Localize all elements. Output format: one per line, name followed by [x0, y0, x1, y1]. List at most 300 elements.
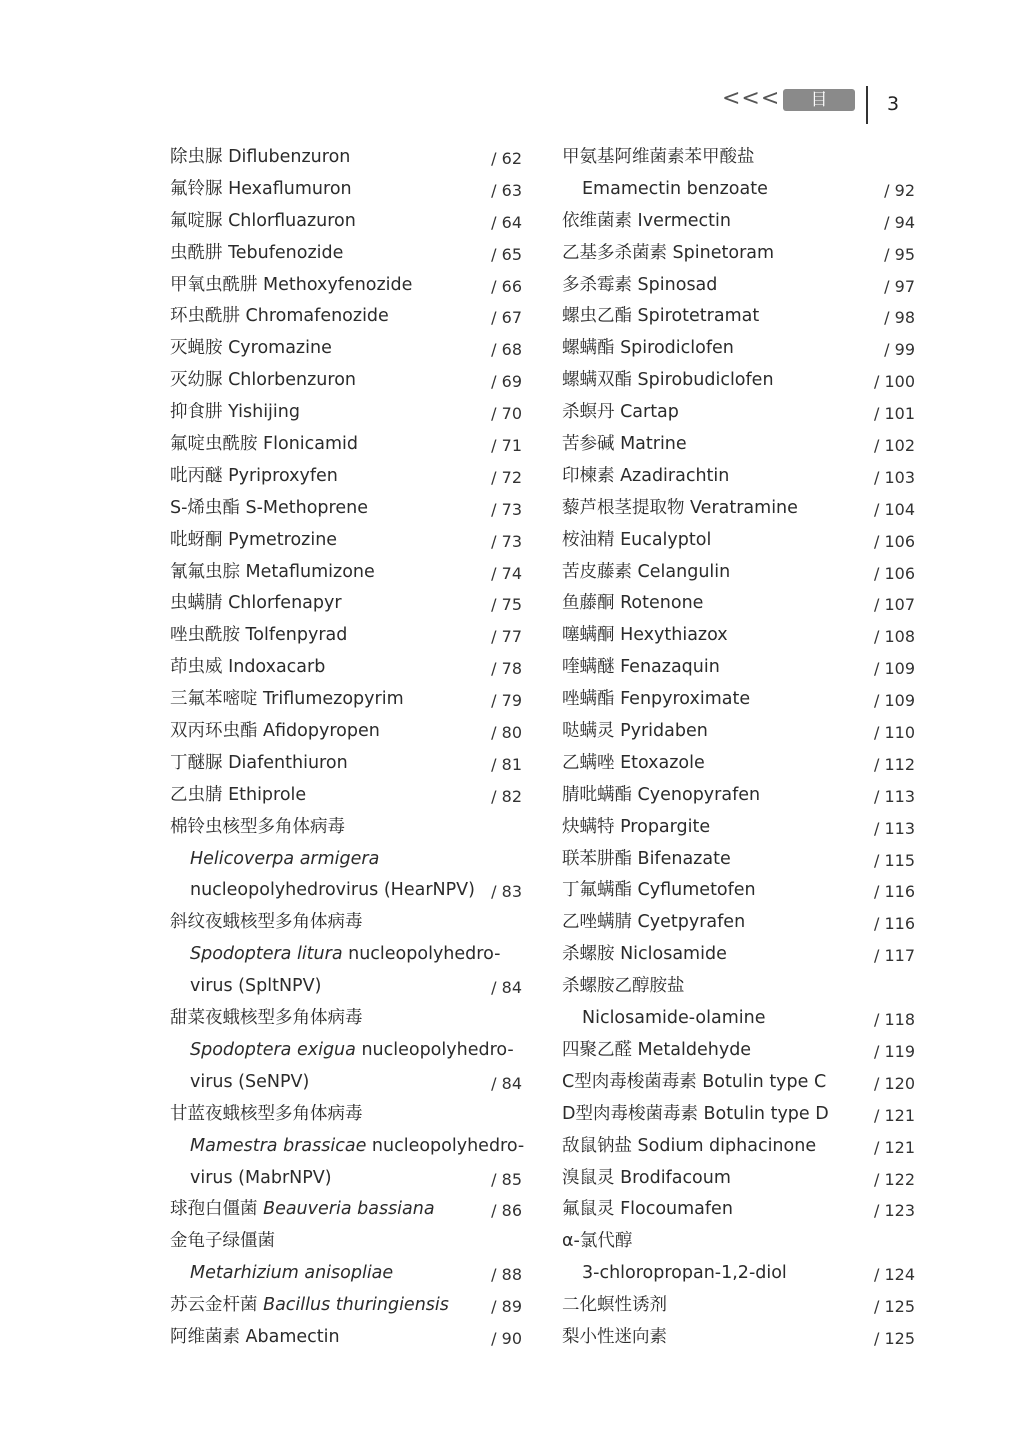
toc-entry-title	[562, 528, 711, 552]
title-segment: 杀螺胺乙醇胺盐	[562, 976, 685, 997]
toc-entry[interactable]	[170, 525, 522, 557]
toc-page-ref: / 73	[491, 531, 522, 551]
toc-page-ref: / 124	[873, 1265, 915, 1285]
toc-entry[interactable]	[562, 907, 915, 939]
title-segment: 三氟苯嘧啶 Triflumezopyrim	[170, 689, 404, 710]
title-segment: Niclosamide-olamine	[582, 1008, 766, 1029]
toc-entry-title	[190, 1261, 393, 1285]
toc-entry[interactable]	[170, 971, 522, 1003]
toc-entry-title	[170, 336, 332, 360]
title-segment: 虫螨腈 Chlorfenapyr	[170, 593, 342, 614]
title-segment: 哒螨灵 Pyridaben	[562, 721, 708, 742]
toc-page-ref: / 117	[873, 946, 915, 966]
title-segment: 除虫脲 Diflubenzuron	[170, 147, 351, 167]
title-segment: 唑螨酯 Fenpyroximate	[562, 689, 751, 710]
toc-entry[interactable]	[170, 1131, 525, 1163]
title-segment: nucleopolyhedro-	[342, 944, 501, 965]
toc-entry-title	[190, 942, 500, 966]
toc-entry-title	[170, 655, 325, 679]
title-segment: 茚虫威 Indoxacarb	[170, 657, 326, 678]
toc-entry[interactable]	[170, 301, 522, 333]
title-segment: 敌鼠钠盐 Sodium diphacinone	[562, 1135, 817, 1156]
toc-entry-title	[562, 464, 729, 488]
toc-entry-title	[170, 719, 380, 743]
toc-page-ref: / 94	[884, 212, 915, 232]
toc-page-ref: / 67	[491, 308, 522, 328]
toc-entry-title	[562, 783, 760, 807]
toc-page-ref: / 98	[884, 308, 915, 328]
toc-entry-title	[170, 560, 375, 584]
toc-entry[interactable]	[562, 429, 915, 461]
title-segment: 金龟子绿僵菌	[170, 1231, 275, 1252]
title-segment: 苏云金杆菌	[170, 1295, 264, 1316]
toc-entry[interactable]	[562, 1131, 915, 1163]
toc-entry-title	[562, 273, 717, 297]
title-segment: nucleopolyhedro-	[366, 1135, 525, 1156]
toc-entry[interactable]	[562, 142, 915, 174]
toc-page-ref: / 82	[491, 786, 522, 806]
chevron-left-icon: <<<	[722, 86, 781, 111]
toc-entry[interactable]	[562, 1003, 915, 1035]
toc-entry[interactable]	[562, 780, 915, 812]
title-segment: 溴鼠灵 Brodifacoum	[562, 1167, 731, 1188]
toc-entry-title	[562, 1102, 829, 1126]
toc-entry-title	[562, 400, 679, 424]
toc-entry[interactable]	[170, 1322, 522, 1354]
toc-entry-title	[170, 1006, 363, 1030]
toc-entry[interactable]	[170, 142, 522, 174]
title-segment: nucleopolyhedro-	[355, 1039, 514, 1060]
toc-entry-title	[170, 1293, 449, 1317]
toc-entry-title	[582, 1261, 787, 1285]
toc-page-ref: / 97	[884, 276, 915, 296]
toc-page-ref: / 116	[873, 882, 915, 902]
toc-page-ref: / 71	[491, 436, 522, 456]
title-segment: 丁氟螨酯 Cyflumetofen	[562, 880, 756, 901]
toc-page-ref: / 84	[491, 1073, 522, 1093]
toc-entry[interactable]	[562, 875, 915, 907]
toc-entry[interactable]	[170, 748, 522, 780]
header-divider	[866, 86, 868, 124]
toc-entry[interactable]	[562, 1163, 915, 1195]
toc-entry[interactable]	[170, 461, 522, 493]
toc-entry[interactable]	[562, 206, 915, 238]
title-segment: 联苯肼酯 Bifenazate	[562, 848, 731, 869]
toc-page-ref: / 77	[491, 627, 522, 647]
title-segment: virus (MabrNPV)	[190, 1167, 332, 1188]
title-segment: 丁醚脲 Diafenthiuron	[170, 752, 348, 773]
toc-page-ref: / 70	[491, 404, 522, 424]
toc-entry[interactable]	[562, 1322, 915, 1354]
toc-entry-title	[170, 368, 356, 392]
toc-page-ref: / 86	[491, 1201, 522, 1221]
toc-entry-title	[562, 878, 756, 902]
toc-entry-title	[170, 1229, 275, 1253]
toc-entry[interactable]	[562, 333, 915, 365]
toc-page-ref: / 69	[491, 372, 522, 392]
toc-page-ref: / 63	[491, 180, 522, 200]
toc-entry[interactable]	[562, 1226, 915, 1258]
title-segment: 虫酰肼 Tebufenozide	[170, 242, 344, 263]
toc-entry[interactable]	[170, 588, 522, 620]
toc-entry[interactable]	[170, 812, 522, 844]
toc-page-ref: / 102	[873, 436, 915, 456]
toc-page-ref: / 65	[491, 244, 522, 264]
toc-entry[interactable]	[170, 397, 522, 429]
toc-page-ref: / 66	[491, 276, 522, 296]
toc-entry[interactable]	[170, 1258, 522, 1290]
toc-entry-title	[562, 304, 759, 328]
title-segment: C型肉毒梭菌毒素 Botulin type C	[562, 1071, 827, 1092]
toc-entry[interactable]	[170, 1035, 522, 1067]
toc-page-ref: / 109	[873, 659, 915, 679]
toc-right-column	[562, 142, 915, 1354]
toc-entry[interactable]	[562, 397, 915, 429]
title-segment: 螺虫乙酯 Spirotetramat	[562, 306, 760, 327]
toc-page-ref: / 109	[873, 691, 915, 711]
toc-entry[interactable]	[170, 270, 522, 302]
title-segment: nucleopolyhedrovirus (HearNPV)	[190, 880, 475, 901]
toc-entry-title	[190, 974, 321, 998]
toc-entry-title	[170, 687, 404, 711]
title-segment: 依维菌素 Ivermectin	[562, 210, 731, 231]
toc-entry-title	[562, 1070, 826, 1094]
toc-page-ref: / 120	[873, 1073, 915, 1093]
toc-entry[interactable]	[170, 652, 522, 684]
toc-page-ref: / 118	[873, 1010, 915, 1030]
toc-entry[interactable]	[562, 557, 915, 589]
toc-entry[interactable]	[170, 1099, 522, 1131]
title-segment: 甘蓝夜蛾核型多角体病毒	[170, 1103, 363, 1124]
title-segment: 灭蝇胺 Cyromazine	[170, 338, 332, 359]
toc-entry-title	[562, 241, 774, 265]
toc-entry-title	[170, 591, 342, 615]
title-segment: 斜纹夜蛾核型多角体病毒	[170, 912, 363, 933]
title-segment: 甜菜夜蛾核型多角体病毒	[170, 1008, 363, 1029]
toc-entry[interactable]	[562, 1194, 915, 1226]
toc-entry[interactable]	[562, 493, 915, 525]
toc-page-ref: / 90	[491, 1328, 522, 1348]
title-segment: 乙虫腈 Ethiprole	[170, 784, 307, 805]
toc-entry-title	[562, 1038, 751, 1062]
toc-page-ref: / 99	[884, 340, 915, 360]
title-segment: Metarhizium anisopliae	[190, 1263, 394, 1284]
toc-entry[interactable]	[562, 1258, 915, 1290]
title-segment: 多杀霉素 Spinosad	[562, 274, 718, 295]
toc-entry-title	[562, 719, 708, 743]
toc-entry-title	[170, 1197, 435, 1221]
toc-entry-title	[562, 815, 710, 839]
toc-entry-title	[170, 815, 345, 839]
title-segment: 氟啶虫酰胺 Flonicamid	[170, 434, 359, 455]
toc-entry[interactable]	[170, 1003, 522, 1035]
title-segment: 棉铃虫核型多角体病毒	[170, 816, 345, 837]
toc-entry-title	[170, 273, 412, 297]
title-segment: 灭幼脲 Chlorbenzuron	[170, 370, 356, 391]
toc-entry-title	[170, 783, 306, 807]
toc-entry-title	[170, 177, 352, 201]
toc-entry-title	[170, 1325, 340, 1349]
toc-entry-title	[562, 847, 731, 871]
toc-entry[interactable]	[562, 812, 915, 844]
toc-entry[interactable]	[562, 716, 915, 748]
title-segment: 阿维菌素 Abamectin	[170, 1326, 340, 1347]
title-segment: 桉油精 Eucalyptol	[562, 529, 712, 550]
title-segment: 甲氨基阿维菌素苯甲酸盐	[562, 147, 755, 167]
page-number: 3	[887, 93, 900, 115]
toc-page-ref: / 84	[491, 978, 522, 998]
title-segment: 螺螨双酯 Spirobudiclofen	[562, 370, 774, 391]
toc-entry[interactable]	[170, 780, 522, 812]
title-segment: α-氯代醇	[562, 1231, 633, 1252]
toc-entry-title	[170, 400, 300, 424]
toc-entry-title	[562, 336, 734, 360]
title-segment: 吡丙醚 Pyriproxyfen	[170, 465, 338, 486]
page-header	[0, 86, 1035, 132]
toc-page-ref: / 64	[491, 212, 522, 232]
toc-entry-title	[562, 432, 687, 456]
toc-entry-title	[190, 1070, 309, 1094]
toc-entry[interactable]	[170, 557, 522, 589]
toc-entry-title	[562, 1325, 667, 1349]
toc-entry[interactable]	[170, 875, 522, 907]
toc-entry-title	[562, 560, 730, 584]
toc-entry[interactable]	[562, 620, 915, 652]
toc-entry[interactable]	[562, 939, 915, 971]
toc-page-ref: / 62	[491, 149, 522, 168]
title-segment: Helicoverpa armigera	[190, 848, 380, 869]
toc-page-ref: / 121	[873, 1137, 915, 1157]
toc-page-ref: / 88	[491, 1265, 522, 1285]
title-segment: Mamestra brassicae	[190, 1135, 367, 1156]
toc-left-column	[170, 142, 525, 1354]
toc-page-ref: / 72	[491, 467, 522, 487]
title-segment: 氟啶脲 Chlorfluazuron	[170, 210, 356, 231]
title-segment: 腈吡螨酯 Cyenopyrafen	[562, 784, 761, 805]
toc-page-ref: / 74	[491, 563, 522, 583]
toc-entry-title	[562, 368, 774, 392]
title-segment: 喹螨醚 Fenazaquin	[562, 657, 720, 678]
toc-page-ref: / 108	[873, 627, 915, 647]
toc-page-ref: / 106	[873, 563, 915, 583]
toc-page-ref: / 113	[873, 818, 915, 838]
toc-page-ref: / 79	[491, 691, 522, 711]
toc-entry-title	[170, 241, 343, 265]
toc-entry[interactable]	[170, 844, 522, 876]
toc-page-ref: / 125	[873, 1328, 915, 1348]
toc-page-ref: / 121	[873, 1105, 915, 1125]
toc-page-ref: / 100	[873, 372, 915, 392]
toc-entry[interactable]	[562, 301, 915, 333]
toc-entry-title	[190, 878, 475, 902]
toc-entry[interactable]	[170, 684, 522, 716]
toc-entry[interactable]	[562, 588, 915, 620]
toc-entry[interactable]	[170, 206, 522, 238]
toc-entry-title	[562, 942, 727, 966]
title-segment: Beauveria bassiana	[263, 1199, 435, 1220]
toc-entry-title	[170, 751, 348, 775]
toc-entry[interactable]	[562, 1067, 915, 1099]
toc-entry-title	[582, 1006, 765, 1030]
toc-entry-title	[562, 623, 728, 647]
toc-entry[interactable]	[170, 1194, 522, 1226]
title-segment: 噻螨酮 Hexythiazox	[562, 625, 728, 646]
toc-page-ref: / 101	[873, 404, 915, 424]
toc-entry-title	[562, 496, 798, 520]
toc-entry[interactable]	[562, 1099, 915, 1131]
title-segment: S-烯虫酯 S-Methoprene	[170, 497, 368, 518]
toc-page-ref: / 81	[491, 754, 522, 774]
title-segment: 乙唑螨腈 Cyetpyrafen	[562, 912, 746, 933]
toc-entry-title	[562, 687, 750, 711]
toc-page-ref: / 122	[873, 1169, 915, 1189]
toc-page-ref: / 89	[491, 1297, 522, 1317]
title-segment: 杀螺胺 Niclosamide	[562, 944, 727, 965]
toc-entry[interactable]	[562, 461, 915, 493]
toc-entry-title	[170, 910, 363, 934]
toc-entry-title	[170, 528, 337, 552]
title-segment: 吡蚜酮 Pymetrozine	[170, 529, 338, 550]
title-segment: 乙螨唑 Etoxazole	[562, 752, 705, 773]
title-segment: 环虫酰肼 Chromafenozide	[170, 306, 389, 327]
title-segment: 杀螟丹 Cartap	[562, 402, 679, 423]
toc-entry[interactable]	[562, 1035, 915, 1067]
toc-entry-title	[190, 1038, 514, 1062]
toc-entry-title	[170, 209, 356, 233]
toc-entry[interactable]	[562, 652, 915, 684]
toc-page-ref: / 68	[491, 340, 522, 360]
title-segment: 鱼藤酮 Rotenone	[562, 593, 704, 614]
toc-entry-title	[170, 496, 368, 520]
title-segment: 球孢白僵菌	[170, 1199, 264, 1220]
toc-page-ref: / 112	[873, 754, 915, 774]
toc-entry[interactable]	[170, 1067, 522, 1099]
toc-entry[interactable]	[170, 1290, 522, 1322]
title-segment: 甲氧虫酰肼 Methoxyfenozide	[170, 274, 413, 295]
toc-page-ref: / 119	[873, 1041, 915, 1061]
title-segment: D型肉毒梭菌毒素 Botulin type D	[562, 1103, 829, 1124]
toc-entry-title	[562, 751, 705, 775]
title-segment: Spodoptera litura	[190, 944, 343, 965]
title-segment: 二化螟性诱剂	[562, 1295, 667, 1316]
toc-page-ref: / 125	[873, 1297, 915, 1317]
title-segment: 氰氟虫腙 Metaflumizone	[170, 561, 375, 582]
title-segment: 抑食肼 Yishijing	[170, 402, 300, 423]
toc-page-ref: / 92	[884, 180, 915, 200]
toc-entry-title	[170, 304, 389, 328]
toc-entry[interactable]	[562, 525, 915, 557]
toc-entry[interactable]	[170, 365, 522, 397]
toc-entry[interactable]	[562, 748, 915, 780]
toc-page-ref: / 80	[491, 723, 522, 743]
toc-entry[interactable]	[170, 1226, 522, 1258]
title-segment: 唑虫酰胺 Tolfenpyrad	[170, 625, 348, 646]
title-segment: Bacillus thuringiensis	[263, 1295, 449, 1316]
toc-page-ref: / 103	[873, 467, 915, 487]
title-segment: Emamectin benzoate	[582, 178, 768, 199]
toc-entry[interactable]	[562, 1290, 915, 1322]
toc-page-ref: / 85	[491, 1169, 522, 1189]
toc-entry-title	[562, 209, 731, 233]
title-segment: virus (SeNPV)	[190, 1071, 310, 1092]
section-badge: 目 录	[783, 89, 855, 111]
toc-page-ref: / 104	[873, 499, 915, 519]
toc-page-ref: / 83	[491, 882, 522, 902]
toc-entry-title	[562, 910, 745, 934]
toc-page-ref: / 123	[873, 1201, 915, 1221]
toc-entry[interactable]	[562, 971, 915, 1003]
toc-entry[interactable]	[170, 333, 522, 365]
toc-entry[interactable]	[562, 684, 915, 716]
toc-page-ref: / 113	[873, 786, 915, 806]
title-segment: 3-chloropropan-1,2-diol	[582, 1263, 787, 1284]
title-segment: 螺螨酯 Spirodiclofen	[562, 338, 734, 359]
toc-entry-title	[170, 145, 350, 169]
toc-entry-title	[170, 623, 347, 647]
toc-entry-title	[170, 464, 338, 488]
toc-entry-title	[562, 145, 755, 169]
toc-page-ref: / 73	[491, 499, 522, 519]
toc-entry[interactable]	[170, 1163, 522, 1195]
toc-entry[interactable]	[170, 620, 522, 652]
toc-entry[interactable]	[170, 238, 522, 270]
toc-entry-title	[190, 1134, 524, 1158]
toc-entry-title	[562, 1166, 731, 1190]
toc-entry-title	[562, 1293, 667, 1317]
toc-page-ref: / 78	[491, 659, 522, 679]
toc-entry-title	[562, 1197, 733, 1221]
title-segment: 氟鼠灵 Flocoumafen	[562, 1199, 733, 1220]
toc-entry-title	[170, 1102, 363, 1126]
toc-entry[interactable]	[562, 365, 915, 397]
title-segment: 印楝素 Azadirachtin	[562, 465, 730, 486]
toc-entry-title	[562, 974, 685, 998]
toc-entry[interactable]	[170, 174, 522, 206]
toc-entry-title	[170, 432, 358, 456]
title-segment: 梨小性迷向素	[562, 1326, 667, 1347]
toc-page-ref: / 106	[873, 531, 915, 551]
toc-entry-title	[582, 177, 768, 201]
toc-entry-title	[562, 1134, 816, 1158]
title-segment: 四聚乙醛 Metaldehyde	[562, 1039, 752, 1060]
toc-entry-title	[562, 591, 703, 615]
toc-entry[interactable]	[562, 844, 915, 876]
toc-page-ref: / 95	[884, 244, 915, 264]
toc-entry-title	[562, 1229, 632, 1253]
toc-entry[interactable]	[170, 493, 522, 525]
toc-entry[interactable]	[170, 429, 522, 461]
title-segment: virus (SpltNPV)	[190, 976, 322, 997]
toc-page-ref: / 115	[873, 850, 915, 870]
toc-entry-title	[190, 1166, 332, 1190]
toc-entry[interactable]	[170, 939, 522, 971]
toc-page-ref: / 107	[873, 595, 915, 615]
title-segment: 苦皮藤素 Celangulin	[562, 561, 731, 582]
toc-entry[interactable]	[170, 907, 522, 939]
title-segment: 苦参碱 Matrine	[562, 434, 687, 455]
title-segment: 双丙环虫酯 Afidopyropen	[170, 721, 380, 742]
title-segment: Spodoptera exigua	[190, 1039, 356, 1060]
toc-page-ref: / 116	[873, 914, 915, 934]
title-segment: 藜芦根茎提取物 Veratramine	[562, 497, 798, 518]
title-segment: 乙基多杀菌素 Spinetoram	[562, 242, 775, 263]
toc-entry[interactable]	[170, 716, 522, 748]
toc-entry[interactable]	[562, 174, 915, 206]
toc-entry[interactable]	[562, 238, 915, 270]
toc-entry[interactable]	[562, 270, 915, 302]
toc-page-ref: / 75	[491, 595, 522, 615]
toc-entry-title	[190, 847, 379, 871]
